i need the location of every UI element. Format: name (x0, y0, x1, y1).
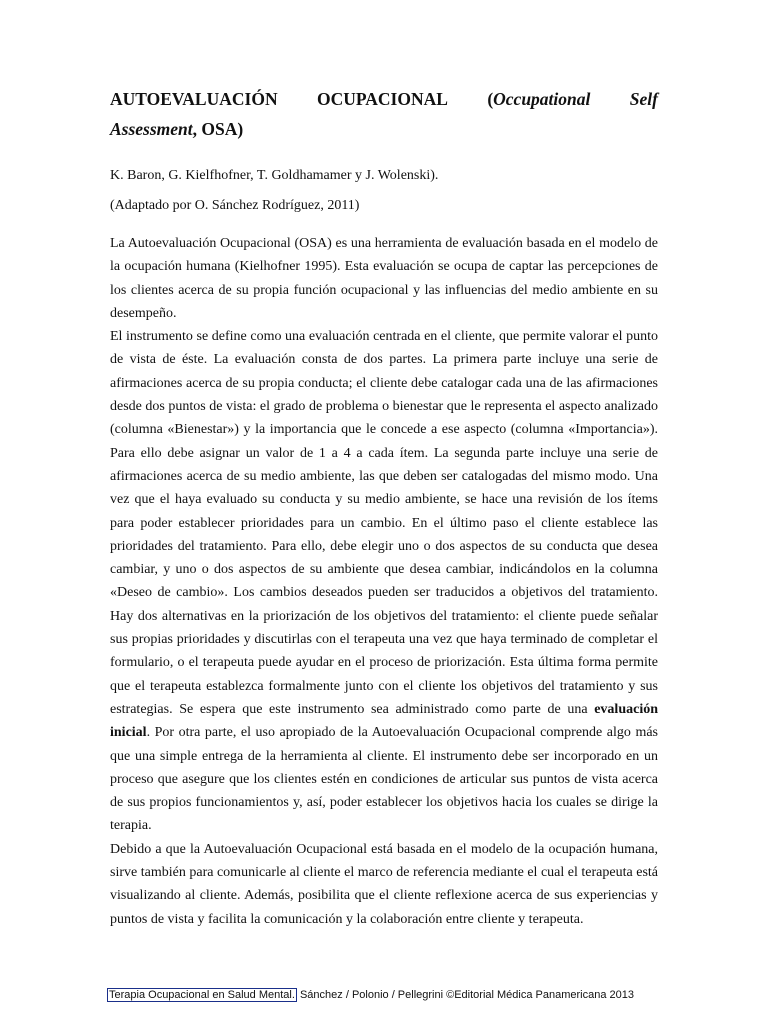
title-word-ocupacional: OCUPACIONAL (316, 89, 448, 109)
paragraph-2-bold-term: evaluación inicial (110, 701, 658, 741)
title-paren-group (487, 84, 590, 114)
paragraph-2 (110, 325, 658, 838)
document-body (110, 232, 658, 931)
paragraph-3: Debido a que la Autoevaluación Ocupacional está basada en el modelo de la ocupación humana, sirve también para comunicarle al cliente el marco de referencia mediante el cual el terapeuta está visualizando al cliente. Además, posibilita que el cliente reflexione acerca de sus experiencias y puntos de vista y facilita la comunicación y la colaboración entre cliente y terapeuta. (110, 841, 658, 927)
title-italic-self: Self (629, 89, 658, 109)
title-italic-assessment: Assessment (110, 119, 193, 139)
title-rest: , OSA) (192, 119, 244, 139)
title-paren-open: ( (487, 89, 494, 109)
paragraph-2-part-2: . Por otra parte, el uso apropiado de la Autoevaluación Ocupacional comprende algo más que una simple entrega de la herramienta al cliente. El instrumento debe ser incorporado en un proceso que asegure que los clientes estén en condiciones de articular sus puntos de vista acerca de sus propios funcionamientos y, así, poder establecer los objetivos hacia los cuales se dirige la terapia. (110, 725, 658, 834)
document-content (110, 84, 658, 931)
adapted-line: (Adaptado por O. Sánchez Rodríguez, 2011) (110, 198, 360, 213)
document-title (110, 84, 658, 144)
paragraph-1: La Autoevaluación Ocupacional (OSA) es una herramienta de evaluación basada en el modelo de la ocupación humana (Kielhofner 1995). Esta evaluación se ocupa de captar las percepciones de los clientes acerca de su propia función ocupacional y las influencias del medio ambiente en su desempeño. (110, 236, 658, 321)
title-italic-occupational: Occupational (493, 89, 591, 109)
title-line-1 (110, 84, 658, 114)
footer-book-title-link[interactable]: Terapia Ocupacional en Salud Mental. (109, 989, 295, 1001)
footer-credits: Sánchez / Polonio / Pellegrini ©Editorial Médica Panamericana 2013 (296, 989, 634, 1001)
page-footer (107, 988, 634, 1002)
title-line-2 (110, 119, 243, 139)
authors-line: K. Baron, G. Kielfhofner, T. Goldhamamer y J. Wolenski). (110, 168, 439, 183)
title-word-autoevaluacion: AUTOEVALUACIÓN (110, 89, 278, 109)
paragraph-2-part-1: El instrumento se define como una evaluación centrada en el cliente, que permite valorar el punto de vista de éste. La evaluación consta de dos partes. La primera parte incluye una serie de afirmaciones acerca de su propia conducta; el cliente debe catalogar cada una de las afirmaciones desde dos puntos de vista: el grado de problema o bienestar que le representa el aspecto analizado (columna «Bienestar») y la importancia que le concede a ese aspecto (columna «Importancia»). Para ello debe asignar un valor de 1 a 4 a cada ítem. La segunda parte incluye una serie de afirmaciones acerca de su medio ambiente, las que deben ser catalogadas del mismo modo. Una vez que el haya evaluado su conducta y su medio ambiente, se hace una revisión de los ítems para poder establecer prioridades para un cambio. En el último paso el cliente establece las prioridades del tratamiento. Para ello, debe elegir uno o dos aspectos de su conducta que desea cambiar, y uno o dos aspectos de su ambiente que desea cambiar, indicándolos en la columna «Deseo de cambio». Los cambios deseados pueden ser traducidos a objetivos del tratamiento. Hay dos alternativas en la priorización de los objetivos del tratamiento: el cliente puede señalar sus propias prioridades y discutirlas con el terapeuta una vez que haya terminado de completar el formulario, o el terapeuta puede ayudar en el proceso de priorización. Esta última forma permite que el terapeuta establezca formalmente junto con el cliente los objetivos del tratamiento y sus estrategias. Se espera que este instrumento sea administrado como parte de una (110, 329, 658, 717)
